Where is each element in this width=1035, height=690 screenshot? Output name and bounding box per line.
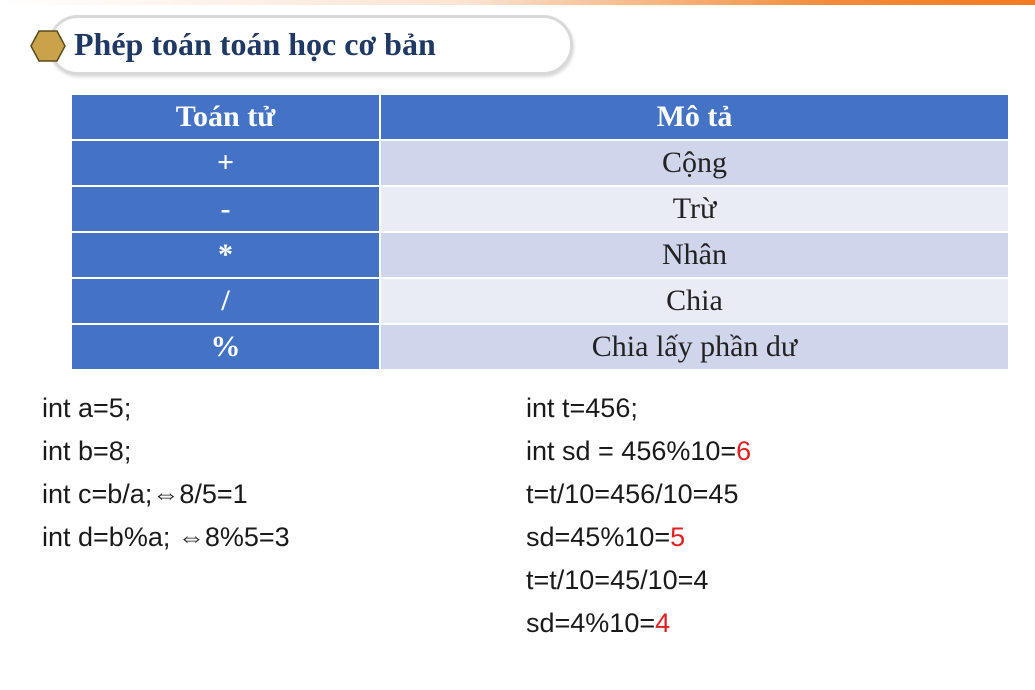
description-cell: Nhân xyxy=(380,232,1009,278)
code-line xyxy=(526,559,751,602)
table-row xyxy=(71,140,1009,186)
code-line: int c=b/a;⇔8/5=1 xyxy=(42,479,248,509)
header-operator: Toán tử xyxy=(71,94,380,140)
operator-cell: * xyxy=(71,232,380,278)
code-line: int b=8; xyxy=(42,436,132,466)
code-text: int sd = 456%10= xyxy=(526,436,737,466)
operator-cell: - xyxy=(71,186,380,232)
code-example-left xyxy=(42,387,290,559)
code-line: int a=5; xyxy=(42,393,132,423)
table-row xyxy=(71,278,1009,324)
description-cell: Cộng xyxy=(380,140,1009,186)
code-text: t=t/10=45/10=4 xyxy=(526,565,709,595)
code-text: t=t/10=456/10=45 xyxy=(526,479,739,509)
code-text: sd=4%10= xyxy=(526,608,656,638)
operator-cell: % xyxy=(71,324,380,370)
code-text: sd=45%10= xyxy=(526,522,671,552)
operators-table xyxy=(70,93,1010,371)
code-line xyxy=(526,430,751,473)
code-result: 4 xyxy=(655,608,671,638)
operator-cell: + xyxy=(71,140,380,186)
operator-cell: / xyxy=(71,278,380,324)
description-cell: Chia lấy phần dư xyxy=(380,324,1009,370)
header-description: Mô tả xyxy=(380,94,1009,140)
code-line xyxy=(526,516,751,559)
hexagon-bullet-icon xyxy=(30,30,66,62)
description-cell: Trừ xyxy=(380,186,1009,232)
code-result: 5 xyxy=(670,522,686,552)
table-row xyxy=(71,232,1009,278)
code-line: int d=b%a; ⇔8%5=3 xyxy=(42,522,290,552)
top-accent-bar xyxy=(0,0,1035,5)
code-text: int t=456; xyxy=(526,393,638,423)
table-row xyxy=(71,186,1009,232)
table-header-row xyxy=(71,94,1009,140)
code-example-right xyxy=(526,387,751,645)
description-cell: Chia xyxy=(380,278,1009,324)
code-result: 6 xyxy=(736,436,752,466)
slide-title: Phép toán toán học cơ bản xyxy=(74,26,436,62)
table-row xyxy=(71,324,1009,370)
code-line xyxy=(526,473,751,516)
code-line xyxy=(526,602,751,645)
code-line xyxy=(526,387,751,430)
